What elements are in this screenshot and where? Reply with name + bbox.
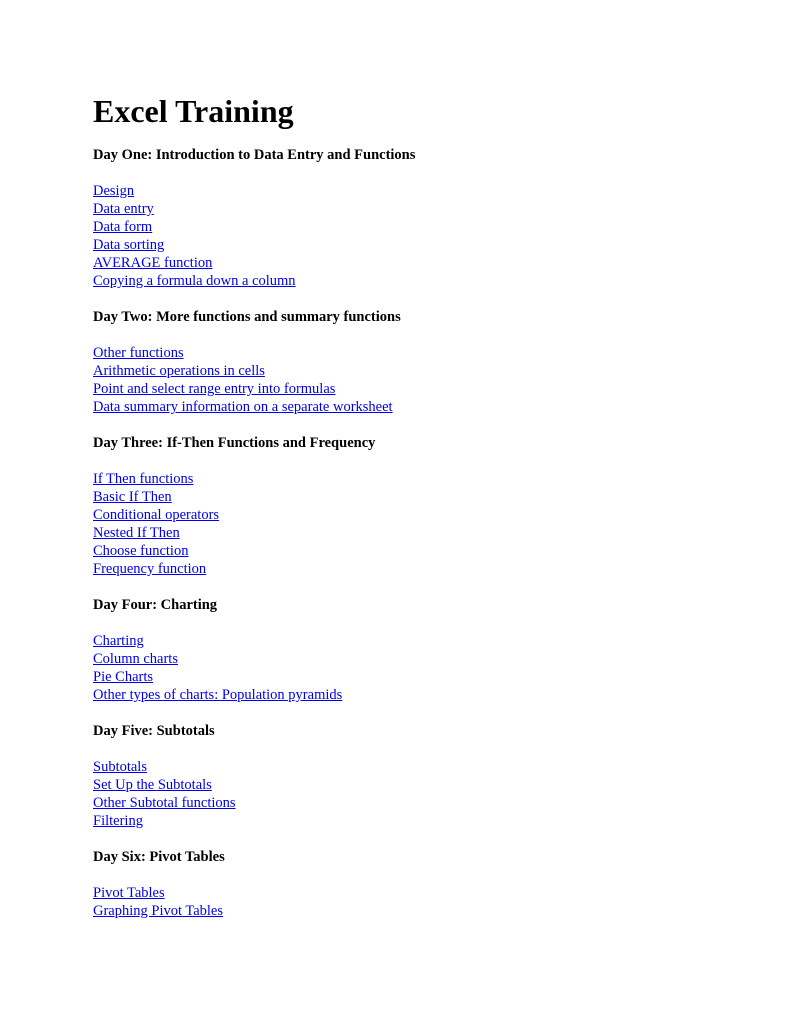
topic-link[interactable]: Column charts xyxy=(93,651,178,667)
topic-link[interactable]: Graphing Pivot Tables xyxy=(93,903,224,919)
topic-link[interactable]: Other Subtotal functions xyxy=(93,795,236,811)
topic-link[interactable]: Data sorting xyxy=(93,237,165,253)
topic-link[interactable]: Nested If Then xyxy=(93,525,180,541)
topic-link[interactable]: Point and select range entry into formulas xyxy=(93,381,336,397)
list-item xyxy=(93,218,753,236)
topic-link[interactable]: Arithmetic operations in cells xyxy=(93,363,265,379)
list-item xyxy=(93,236,753,254)
topic-link[interactable]: Filtering xyxy=(93,813,143,829)
section-heading: Day Three: If-Then Functions and Frequency xyxy=(93,435,376,451)
list-item xyxy=(93,398,753,416)
document-page xyxy=(93,92,753,938)
topic-link[interactable]: Copying a formula down a column xyxy=(93,273,296,289)
topic-link[interactable]: Frequency function xyxy=(93,561,207,577)
topic-link[interactable]: Data form xyxy=(93,219,153,235)
list-item xyxy=(93,344,753,362)
topic-link[interactable]: Pie Charts xyxy=(93,669,154,685)
topic-link[interactable]: Set Up the Subtotals xyxy=(93,777,212,793)
list-item xyxy=(93,668,753,686)
topic-link[interactable]: Other types of charts: Population pyramids xyxy=(93,687,343,703)
list-item xyxy=(93,470,753,488)
section-heading: Day Two: More functions and summary functions xyxy=(93,309,401,325)
section-link-list xyxy=(93,182,753,290)
list-item xyxy=(93,884,753,902)
list-item xyxy=(93,524,753,542)
section-link-list xyxy=(93,884,753,920)
topic-link[interactable]: Data summary information on a separate worksheet xyxy=(93,399,393,415)
topic-link[interactable]: Design xyxy=(93,183,135,199)
topic-link[interactable]: Basic If Then xyxy=(93,489,172,505)
list-item xyxy=(93,560,753,578)
list-item xyxy=(93,776,753,794)
list-item xyxy=(93,902,753,920)
topic-link[interactable]: Conditional operators xyxy=(93,507,220,523)
list-item xyxy=(93,758,753,776)
list-item xyxy=(93,254,753,272)
list-item xyxy=(93,686,753,704)
sections-container xyxy=(93,146,753,920)
section-link-list xyxy=(93,758,753,830)
section-heading: Day Five: Subtotals xyxy=(93,723,215,739)
list-item xyxy=(93,542,753,560)
list-item xyxy=(93,200,753,218)
topic-link[interactable]: Data entry xyxy=(93,201,154,217)
topic-link[interactable]: Other functions xyxy=(93,345,184,361)
topic-link[interactable]: Choose function xyxy=(93,543,189,559)
section-heading: Day Four: Charting xyxy=(93,597,218,613)
list-item xyxy=(93,380,753,398)
page-title: Excel Training xyxy=(93,93,294,129)
topic-link[interactable]: AVERAGE function xyxy=(93,255,213,271)
list-item xyxy=(93,794,753,812)
list-item xyxy=(93,272,753,290)
list-item xyxy=(93,362,753,380)
section-link-list xyxy=(93,344,753,416)
list-item xyxy=(93,650,753,668)
list-item xyxy=(93,812,753,830)
list-item xyxy=(93,182,753,200)
topic-link[interactable]: Subtotals xyxy=(93,759,147,775)
topic-link[interactable]: Charting xyxy=(93,633,144,649)
list-item xyxy=(93,488,753,506)
section-heading: Day One: Introduction to Data Entry and Functions xyxy=(93,147,416,163)
topic-link[interactable]: Pivot Tables xyxy=(93,885,165,901)
topic-link[interactable]: If Then functions xyxy=(93,471,194,487)
section-heading: Day Six: Pivot Tables xyxy=(93,849,225,865)
list-item xyxy=(93,506,753,524)
section-link-list xyxy=(93,632,753,704)
list-item xyxy=(93,632,753,650)
section-link-list xyxy=(93,470,753,578)
